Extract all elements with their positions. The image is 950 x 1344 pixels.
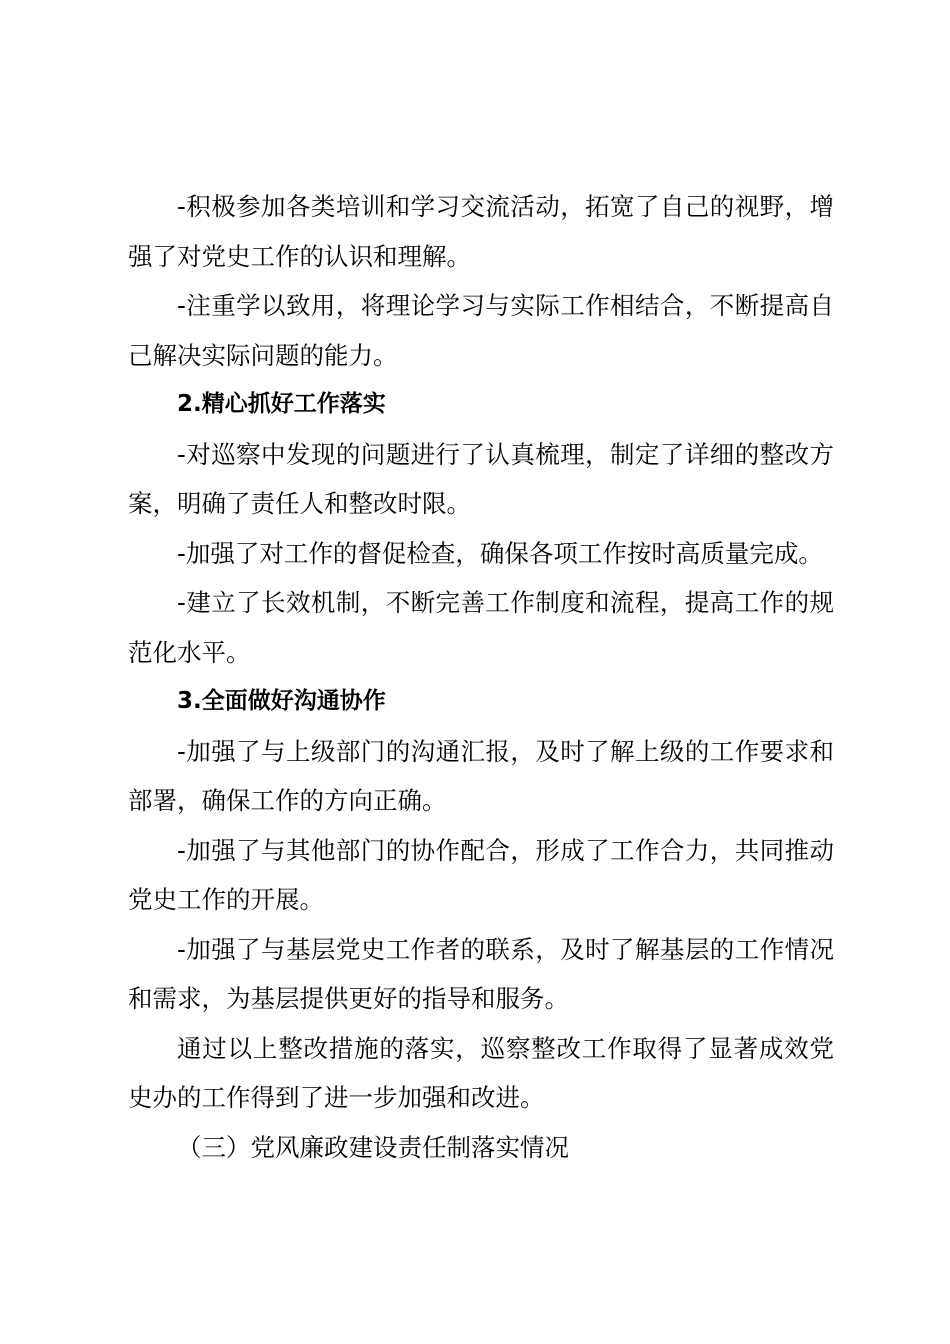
paragraph-department-cooperation: -加强了与其他部门的协作配合，形成了工作合力，共同推动党史工作的开展。	[128, 835, 834, 914]
paragraph-grassroots-contact: -加强了与基层党史工作者的联系，及时了解基层的工作情况和需求，为基层提供更好的指导和服务。	[128, 934, 834, 1013]
paragraph-rectification-plan: -对巡察中发现的问题进行了认真梳理，制定了详细的整改方案，明确了责任人和整改时限。	[128, 439, 834, 518]
section-heading-communication: 3.全面做好沟通协作	[177, 688, 386, 714]
section-heading-integrity-responsibility: （三）党风廉政建设责任制落实情况	[177, 1132, 569, 1162]
document-page	[128, 182, 834, 1172]
paragraph-training: -积极参加各类培训和学习交流活动，拓宽了自己的视野，增强了对党史工作的认识和理解。	[128, 192, 834, 271]
section-heading-work-implementation: 2.精心抓好工作落实	[177, 391, 386, 417]
paragraph-long-term-mechanism: -建立了长效机制，不断完善工作制度和流程，提高工作的规范化水平。	[128, 588, 834, 667]
paragraph-summary: 通过以上整改措施的落实，巡察整改工作取得了显著成效党史办的工作得到了进一步加强和改进。	[128, 1033, 834, 1112]
paragraph-superior-communication: -加强了与上级部门的沟通汇报，及时了解上级的工作要求和部署，确保工作的方向正确。	[128, 736, 834, 815]
paragraph-supervision: -加强了对工作的督促检查，确保各项工作按时高质量完成。	[177, 538, 823, 568]
paragraph-apply-learning: -注重学以致用，将理论学习与实际工作相结合，不断提高自己解决实际问题的能力。	[128, 291, 834, 370]
